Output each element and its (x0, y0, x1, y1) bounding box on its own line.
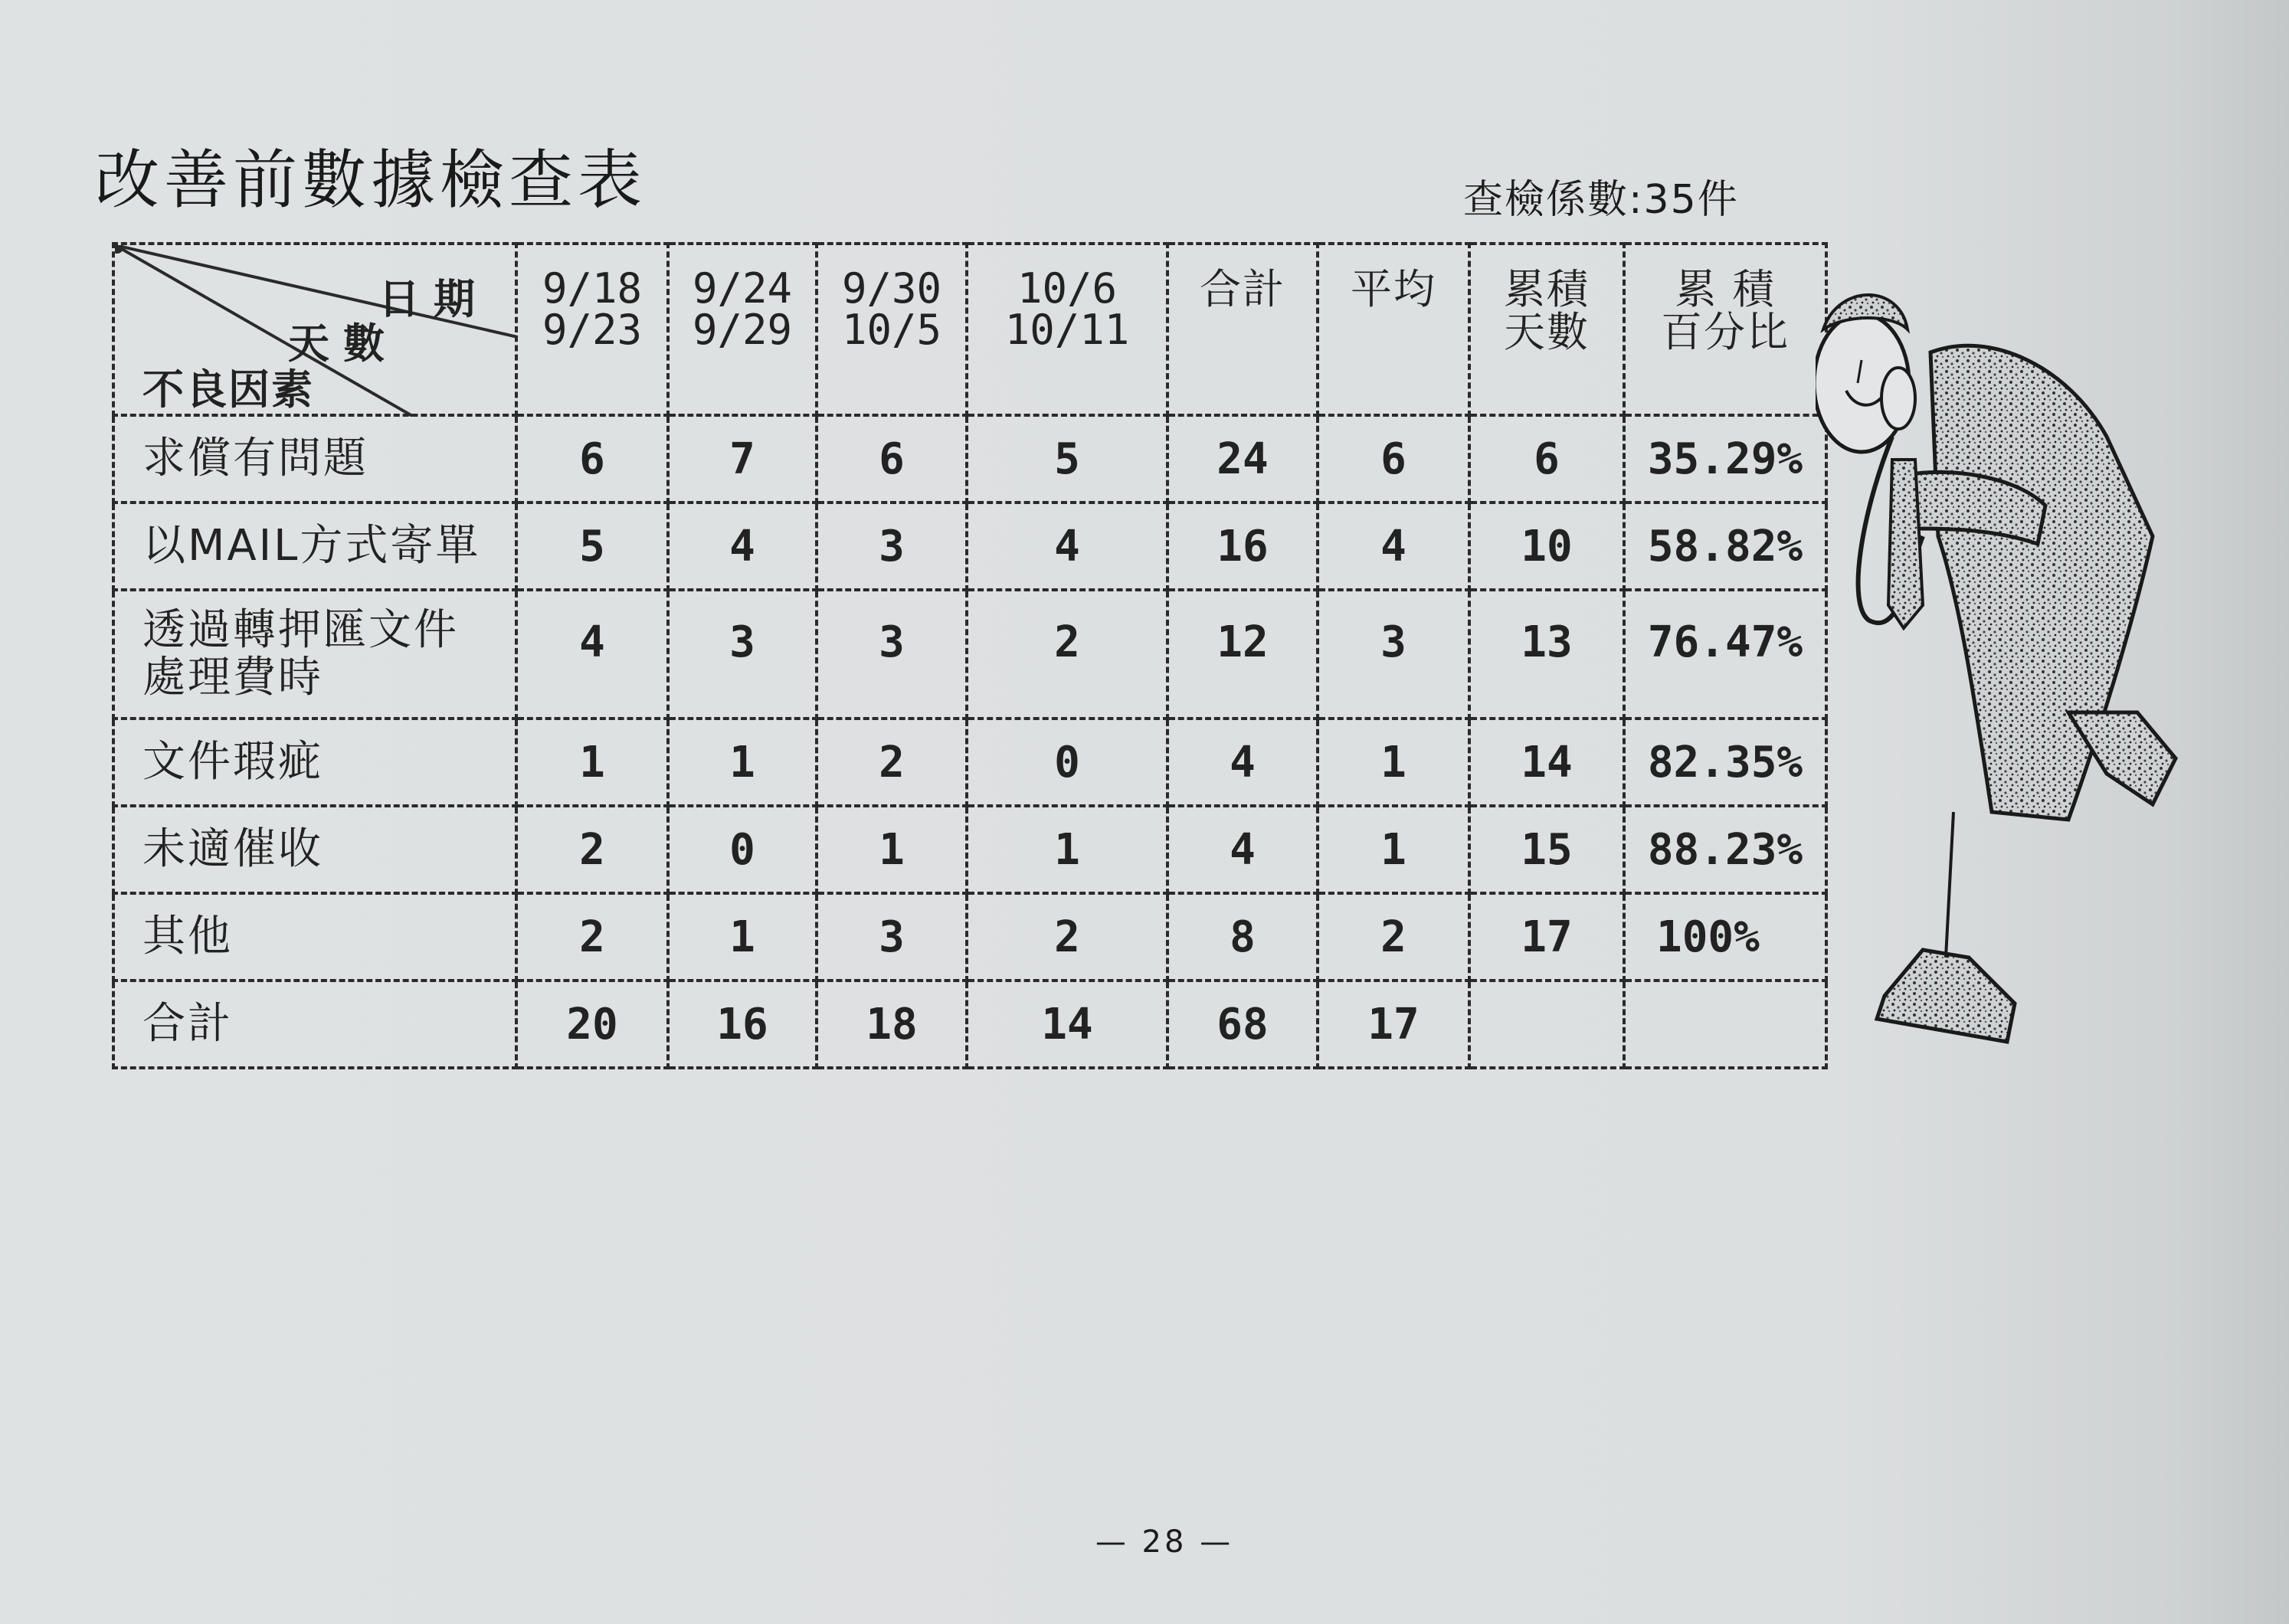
table-cell: 4 (668, 503, 817, 590)
table-cell: 3 (817, 503, 967, 590)
row-label: 文件瑕疵 (113, 719, 516, 806)
table-cell: 82.35% (1624, 719, 1826, 806)
column-header: 10/6 10/11 (967, 244, 1167, 415)
row-label: 求償有問題 (113, 415, 516, 503)
table-cell: 5 (967, 415, 1167, 503)
row-label: 透過轉押匯文件 處理費時 (113, 590, 516, 719)
table-cell: 4 (1167, 719, 1318, 806)
table-cell: 16 (1167, 503, 1318, 590)
table-cell (1469, 981, 1624, 1068)
sample-count-label: 查檢係數:35件 (1463, 177, 1739, 223)
table-cell: 14 (967, 981, 1167, 1068)
column-header-cumulative-percent: 累 積 百分比 (1624, 244, 1826, 415)
corner-header-cell (113, 244, 516, 415)
table-cell: 76.47% (1624, 590, 1826, 719)
table-cell: 1 (1318, 806, 1469, 893)
table-row (113, 893, 1826, 981)
table-row (113, 415, 1826, 503)
table-cell: 18 (817, 981, 967, 1068)
table-cell: 2 (1318, 893, 1469, 981)
column-header-cumulative-days: 累積 天數 (1469, 244, 1624, 415)
table-cell: 0 (967, 719, 1167, 806)
table-cell: 3 (817, 893, 967, 981)
table-cell: 5 (516, 503, 668, 590)
table-cell: 6 (1469, 415, 1624, 503)
table-cell: 3 (668, 590, 817, 719)
header-row (113, 244, 1826, 415)
table-row-total (113, 981, 1826, 1068)
table-cell: 16 (668, 981, 817, 1068)
table-cell: 1 (516, 719, 668, 806)
table-cell: 100% (1624, 893, 1826, 981)
corner-label-date: 日期 (378, 275, 489, 323)
corner-label-factor: 不良因素 (142, 365, 314, 414)
table-cell: 20 (516, 981, 668, 1068)
table-cell: 2 (967, 893, 1167, 981)
table-cell: 12 (1167, 590, 1318, 719)
column-header: 9/24 9/29 (668, 244, 817, 415)
table-cell: 4 (967, 503, 1167, 590)
table-cell: 8 (1167, 893, 1318, 981)
table-cell: 6 (817, 415, 967, 503)
table-row (113, 806, 1826, 893)
table-cell: 1 (1318, 719, 1469, 806)
table-cell: 13 (1469, 590, 1624, 719)
column-header: 9/18 9/23 (516, 244, 668, 415)
row-label: 其他 (113, 893, 516, 981)
page-number: — 28 — (1095, 1524, 1234, 1560)
table-cell: 0 (668, 806, 817, 893)
table-row (113, 590, 1826, 719)
table-cell: 3 (817, 590, 967, 719)
table-cell: 24 (1167, 415, 1318, 503)
table-cell: 1 (668, 719, 817, 806)
table-cell: 1 (817, 806, 967, 893)
table-cell: 14 (1469, 719, 1624, 806)
table-cell: 15 (1469, 806, 1624, 893)
table-cell: 2 (967, 590, 1167, 719)
table-cell: 1 (668, 893, 817, 981)
man-with-stethoscope-illustration (1816, 283, 2214, 1080)
table-cell: 35.29% (1624, 415, 1826, 503)
page-title: 改善前數據檢查表 (95, 142, 647, 218)
table-cell: 17 (1318, 981, 1469, 1068)
row-label: 以MAIL方式寄單 (113, 503, 516, 590)
row-label: 未適催收 (113, 806, 516, 893)
table-cell: 6 (516, 415, 668, 503)
table-cell: 4 (1318, 503, 1469, 590)
column-header-average: 平均 (1318, 244, 1469, 415)
table-row (113, 503, 1826, 590)
table-cell: 7 (668, 415, 817, 503)
table-cell: 2 (817, 719, 967, 806)
table-cell: 10 (1469, 503, 1624, 590)
table-cell: 58.82% (1624, 503, 1826, 590)
check-sheet-table (112, 242, 1828, 1069)
table-cell: 3 (1318, 590, 1469, 719)
corner-label-days: 天數 (288, 319, 398, 368)
table-cell: 17 (1469, 893, 1624, 981)
table-cell (1624, 981, 1826, 1068)
table-row (113, 719, 1826, 806)
column-header-total: 合計 (1167, 244, 1318, 415)
table-cell: 6 (1318, 415, 1469, 503)
table-cell: 4 (1167, 806, 1318, 893)
table-cell: 2 (516, 806, 668, 893)
column-header: 9/30 10/5 (817, 244, 967, 415)
table-cell: 2 (516, 893, 668, 981)
table-cell: 68 (1167, 981, 1318, 1068)
table-cell: 4 (516, 590, 668, 719)
row-label: 合計 (113, 981, 516, 1068)
table-cell: 1 (967, 806, 1167, 893)
table-cell: 88.23% (1624, 806, 1826, 893)
